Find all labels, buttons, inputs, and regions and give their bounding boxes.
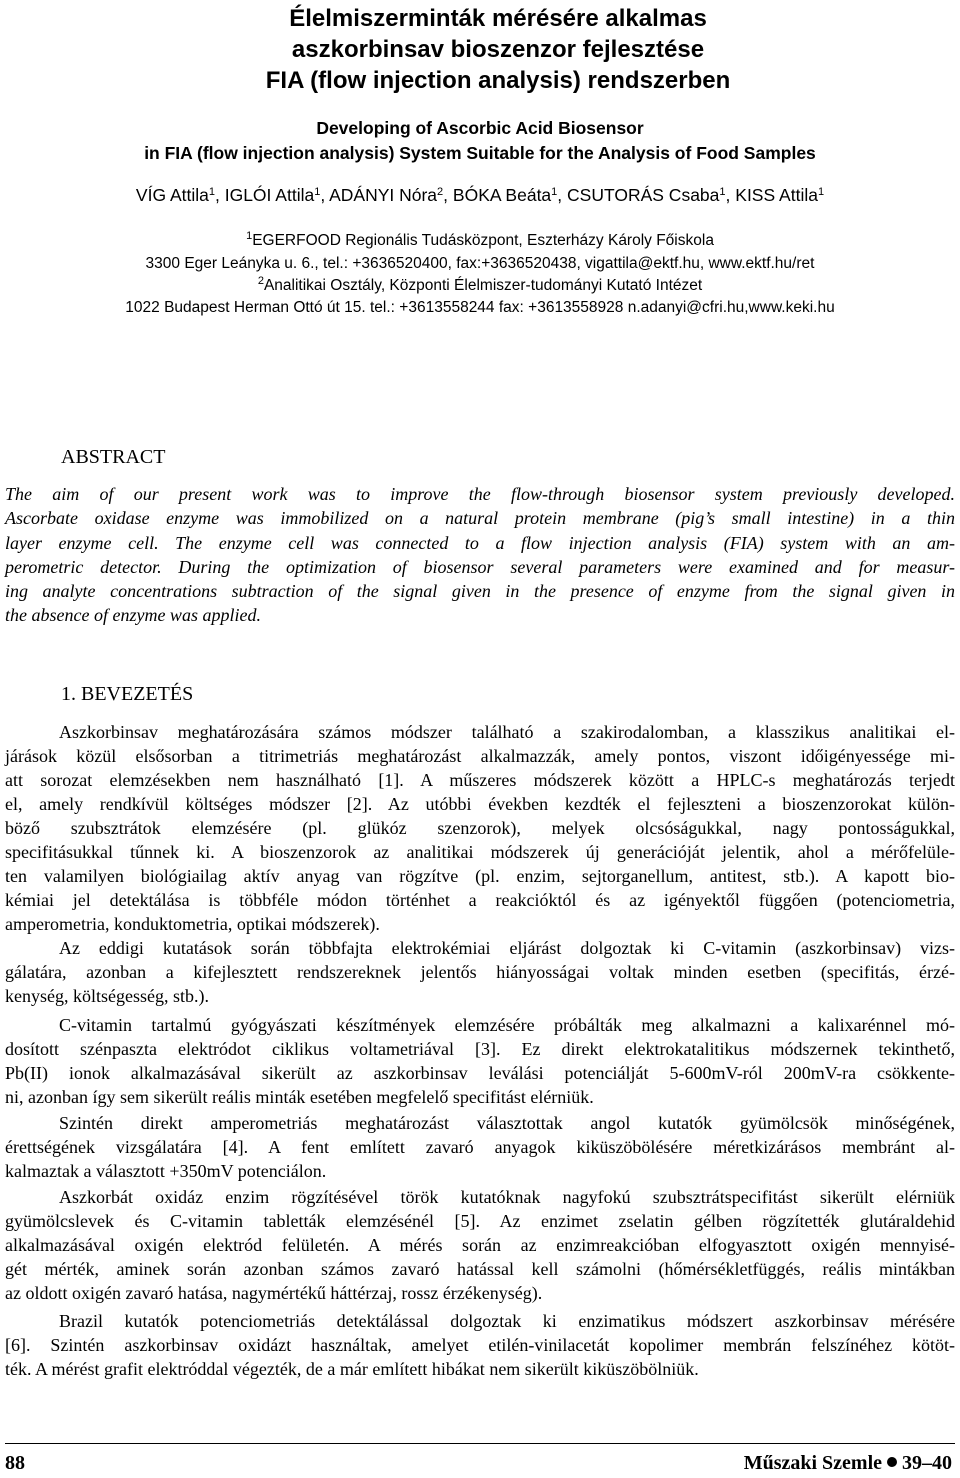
footer-rule (5, 1443, 955, 1444)
abstract-line: layer enzyme cell. The enzyme cell was connected to a flow injection analysis (FIA) system with an am- (5, 532, 955, 553)
body-line: Pb(II) ionok alkalmazásával sikerült az aszkorbinsav leválási potenciálját 5-600mV-ról 200mV-ra csökkente- (5, 1063, 955, 1083)
body-line: ték. A mérést grafit elektróddal végezték, de a már említett hibákat nem sikerült kiküszöbölniük. (5, 1359, 699, 1379)
title-hu-line-3: FIA (flow injection analysis) rendszerben (265, 67, 731, 94)
journal-name: Műszaki Szemle (743, 1452, 882, 1474)
body-line: kalmaztak a választott +350mV potenciálon. (5, 1161, 327, 1181)
body-line: [6]. Szintén aszkorbinsav oxidázt használtak, amelyet etilén-vinilacetát kopolimer membrán felszínéhez kötöt- (5, 1335, 955, 1355)
journal-issue: 39–40 (902, 1452, 952, 1474)
title-hu-line-1: Élelmiszerminták mérésére alkalmas (289, 5, 707, 32)
title-en-line-1: Developing of Ascorbic Acid Biosensor (316, 118, 644, 138)
abstract-line: Ascorbate oxidase enzyme was immobilized on a natural protein membrane (pig’s small intestine) in a thin (5, 508, 955, 529)
page-number: 88 (5, 1452, 25, 1474)
abstract-heading: ABSTRACT (61, 446, 166, 468)
section-heading: 1. BEVEZETÉS (61, 683, 194, 705)
body-line: C-vitamin tartalmú gyógyászati készítmények elemzésére próbálták meg alkalmazni a kalixarénnel mó- (59, 1015, 955, 1035)
bullet-dot (887, 1457, 897, 1467)
body-line: gyümölcslevek és C-vitamin tabletták elemzésénél [5]. Az enzimet zselatin gélben rögzítették glutáraldehid (5, 1211, 955, 1231)
author: ADÁNYI Nóra$^2$, (329, 185, 453, 205)
body-line: Brazil kutatók potenciometriás detektálással dolgoztak ki enzimatikus módszert aszkorbinsav mérésére (59, 1311, 955, 1331)
author: KISS Attila$^1$ (735, 185, 825, 205)
title-hu-line-2: aszkorbinsav bioszenzor fejlesztése (291, 36, 705, 63)
author: BÓKA Beáta$^1$, (452, 185, 568, 205)
body-line: érettségének vizsgálatára [4]. A fent említett zavaró anyagok kiküszöbölésére méretkizárásos membránt al- (5, 1137, 955, 1157)
abstract-line: ing analyte concentrations subtraction of the signal given in the presence of enzyme from the signal given in (5, 581, 955, 602)
affiliation-1-address: 3300 Eger Leányka u. 6., tel.: +3636520400, fax:+3636520438, vigattila@ektf.hu, www.ektf.hu/ret (145, 255, 815, 272)
abstract-body (5, 482, 955, 628)
body-line: dosított szénpaszta elektródot ciklikus voltametriával [3]. Ez direkt elektrokatalitikus módszernek tekinthető, (5, 1039, 955, 1059)
abstract-line: The aim of our present work was to improve the flow-through biosensor system previously developed. (5, 484, 955, 504)
body-line: járások közül elsősorban a titrimetriás meghatározást alkalmazzák, amely pontos, viszont időigényessége mi- (5, 746, 955, 766)
author: VÍG Attila$^1$, (135, 185, 225, 205)
author-list (0, 183, 960, 207)
body-line: ten valamilyen biológiailag aktív anyag van rögzítve (pl. enzim, sejtorganellum, antitest, stb.). A kapott bio- (5, 866, 955, 886)
body-line: kémiai jel detektálása is többféle módon történhet a reakcióktól és az igényektől függően (potenciometria, (5, 890, 955, 910)
journal-footer (744, 1452, 952, 1475)
title-en-line-2: in FIA (flow injection analysis) System Suitable for the Analysis of Food Samples (144, 143, 816, 163)
affiliation-2-name: $^2$Analitikai Osztály, Központi Élelmiszer-tudományi Kutató Intézet (257, 275, 703, 294)
body-line: alkalmazásával oxigén elektród felületén. A mérés során az enzimreakcióban elfogyasztott oxigén mennyisé- (5, 1235, 955, 1255)
body-line: gálatára, azonban a kifejlesztett rendszereknek jelentős hiányosságai voltak minden esetben (specifitás, érzé- (5, 962, 955, 982)
abstract-line: the absence of enzyme was applied. (5, 605, 261, 626)
body-line: gét mérték, aminek során azonban számos zavaró hatással kell számolni (hőmérsékletfüggés, reális mintákban (5, 1259, 955, 1279)
author: CSUTORÁS Csaba$^1$, (567, 185, 736, 205)
body-line: Az eddigi kutatások során többfajta elektrokémiai eljárást dolgoztak ki C-vitamin (aszkorbinsav) vizs- (59, 938, 955, 958)
affiliation-1-name: $^1$EGERFOOD Regionális Tudásközpont, Eszterházy Károly Főiskola (246, 230, 714, 249)
body-line: el, amely rendkívül költséges módszer [2]. Az utóbbi években kezdték el fejleszteni a bioszenzorokat külön- (5, 794, 955, 814)
affiliation-2-address: 1022 Budapest Herman Ottó út 15. tel.: +3613558244 fax: +3613558928 n.adanyi@cfri.hu,www.keki.hu (125, 299, 835, 316)
abstract-line: perometric detector. During the optimization of biosensor several parameters were examined and for measur- (5, 556, 955, 577)
body-line: az oldott oxigén zavaró hatása, nagymértékű háttérzaj, rossz érzékenység). (5, 1283, 543, 1303)
body-line: att sorozat elemzésekben nem használható [1]. A műszeres módszerek között a HPLC-s meghatározás terjedt (5, 770, 955, 790)
body-line: specifitásukkal tűnnek ki. A bioszenzorok az analitikai módszerek új generációját jelentik, ahol a mérőfelüle- (5, 842, 955, 862)
body-line: ni, azonban így sem sikerült reális minták esetében megfelelő specifitást elérniük. (5, 1087, 594, 1107)
body-line: Szintén direkt amperometriás meghatározást választottak angol kutatók gyümölcsök minőségének, (59, 1113, 955, 1133)
body-line: Aszkorbát oxidáz enzim rögzítésével török kutatóknak nagyfokú szubsztrátspecifitást sikerült elérniük (59, 1187, 955, 1207)
body-line: böző szubsztrátok elemzésére (pl. glükóz szenzorok), melyek olcsóságukkal, nagy pontosságukkal, (5, 818, 955, 838)
author: IGLÓI Attila$^1$, (224, 185, 330, 205)
body-line: kenység, költségesség, stb.). (5, 986, 209, 1006)
body-line: amperometria, konduktometria, optikai módszerek). (5, 914, 380, 934)
body-line: Aszkorbinsav meghatározására számos módszer található a szakirodalomban, a klasszikus analitikai el- (59, 722, 955, 742)
